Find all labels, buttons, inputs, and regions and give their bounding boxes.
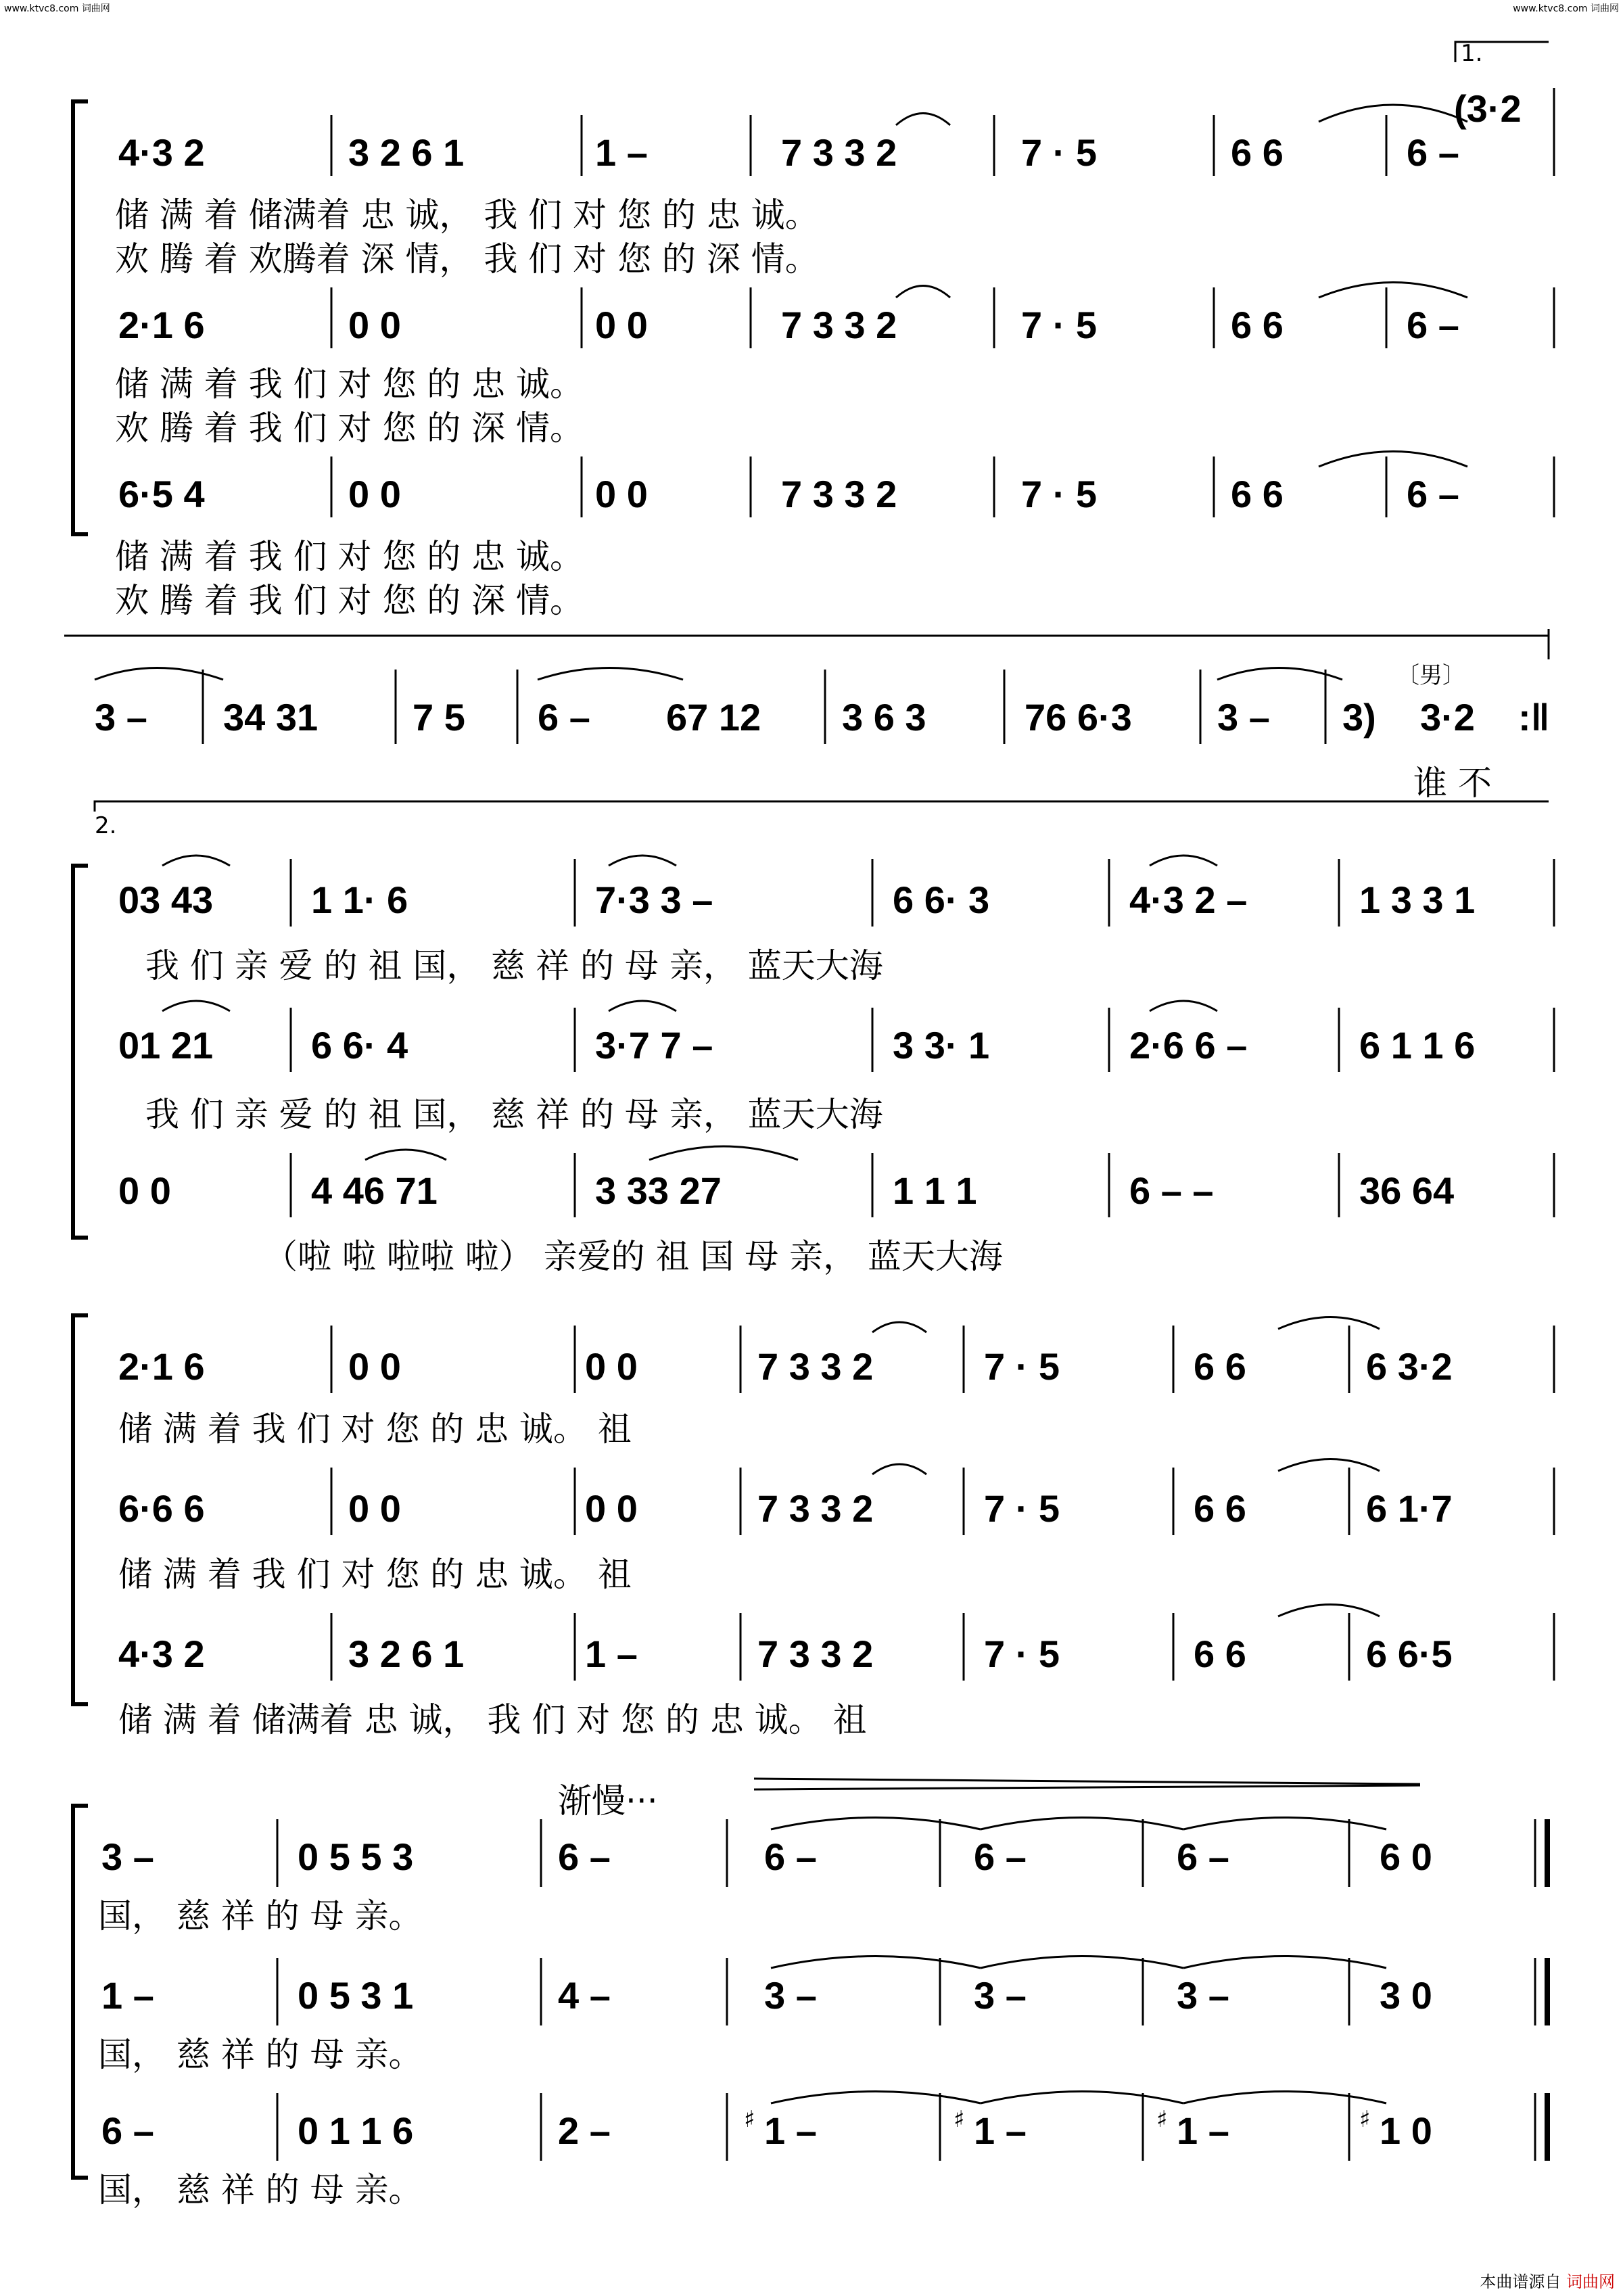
s4v1-measure-7: 6 3·2: [1366, 1345, 1453, 1388]
header-right-site: 词曲网: [1591, 3, 1619, 14]
s4v3-measure-5: 7 · 5: [984, 1633, 1060, 1675]
s1v3-measure-1: 6·5 4: [118, 473, 205, 515]
s3v1-measure-2: 1 1· 6: [311, 878, 408, 921]
s1v3-measure-7: 6 –: [1407, 473, 1459, 515]
s4v3-measure-2: 3 2 6 1: [348, 1633, 465, 1675]
s3v2-measure-4: 3 3· 1: [893, 1024, 990, 1067]
footer-site-link[interactable]: 词曲网: [1566, 2272, 1615, 2291]
system-1-voice-1: [115, 87, 1522, 279]
s5v2-lyric: 国， 慈 祥 的 母 亲。: [98, 2035, 423, 2074]
s4v3-measure-3: 1 –: [585, 1633, 638, 1675]
s3v3-measure-5: 6 – –: [1129, 1169, 1214, 1212]
s2-measure-7: 76 6·3: [1025, 696, 1132, 739]
s1v1-measure-7: 6 –: [1407, 131, 1459, 174]
system-2: [64, 629, 1550, 803]
s5v3-measure-2: 0 1 1 6: [298, 2109, 414, 2152]
s5v3-measure-1: 6 –: [101, 2109, 154, 2152]
s1v1-measure-1: 4·3 2: [118, 131, 205, 174]
s3v1-measure-3: 7·3 3 –: [595, 878, 713, 921]
s3v1-measure-4: 6 6· 3: [893, 878, 990, 921]
s1v2-lyric-verse-2: 欢 腾 着 我 们 对 您 的 深 情。: [115, 408, 584, 448]
s2-measure-9: 3): [1342, 696, 1376, 739]
s5v2-measure-1: 1 –: [101, 1974, 154, 2017]
s3v3-measure-6: 36 64: [1359, 1169, 1455, 1212]
s4v3-measure-6: 6 6: [1194, 1633, 1246, 1675]
volta-1-label: 1.: [1461, 40, 1483, 67]
s5v1-measure-3: 6 –: [558, 1835, 611, 1878]
s3v2-measure-5: 2·6 6 –: [1129, 1024, 1248, 1067]
system-4-bracket: [73, 1315, 88, 1704]
s4v2-measure-5: 7 · 5: [984, 1487, 1060, 1530]
s4v1-measure-1: 2·1 6: [118, 1345, 205, 1388]
s4v2-measure-6: 6 6: [1194, 1487, 1246, 1530]
s5v3-measure-6: 1 –: [1177, 2109, 1229, 2152]
system-1-slurs: [896, 105, 1467, 467]
s1v1-lyric-verse-2: 欢 腾 着 欢腾着 深 情， 我 们 对 您 的 深 情。: [115, 239, 819, 279]
system-5-bracket: [73, 1806, 88, 2178]
s4v3-lyric: 储 满 着 储满着 忠 诚， 我 们 对 您 的 忠 诚。 祖: [118, 1700, 867, 1739]
s3v1-measure-5: 4·3 2 –: [1129, 878, 1248, 921]
s3v1-lyric: 我 们 亲 爱 的 祖 国， 慈 祥 的 母 亲， 蓝天大海: [145, 946, 883, 985]
s4v1-lyric: 储 满 着 我 们 对 您 的 忠 诚。 祖: [118, 1409, 632, 1449]
s5v1-measure-5: 6 –: [974, 1835, 1027, 1878]
s5v3-lyric: 国， 慈 祥 的 母 亲。: [98, 2170, 423, 2209]
s1v3-measure-6: 6 6: [1231, 473, 1284, 515]
s1v1-measure-2: 3 2 6 1: [348, 131, 465, 174]
s5v3-measure-5: 1 –: [974, 2109, 1027, 2152]
s1v2-lyric-verse-1: 储 满 着 我 们 对 您 的 忠 诚。: [115, 365, 584, 404]
s5v1-measure-7: 6 0: [1380, 1835, 1432, 1878]
s2-pickup: 3·2: [1420, 696, 1475, 739]
header-left-url: www.ktvc8.com: [4, 3, 79, 14]
s5v2-measure-6: 3 –: [1177, 1974, 1229, 2017]
s1v2-measure-3: 0 0: [595, 304, 648, 346]
s1v2-measure-4: 7 3 3 2: [781, 304, 897, 346]
s2-measure-8: 3 –: [1217, 696, 1270, 739]
s5v1-measure-6: 6 –: [1177, 1835, 1229, 1878]
sharp-sign-3: ♯: [1156, 2106, 1168, 2133]
s1v1-measure-6: 6 6: [1231, 131, 1284, 174]
s2-measure-4: 6 –: [538, 696, 590, 739]
s4v3-measure-4: 7 3 3 2: [757, 1633, 874, 1675]
repeat-sign: :‖: [1518, 696, 1550, 739]
s4v2-lyric: 储 满 着 我 们 对 您 的 忠 诚。 祖: [118, 1555, 632, 1594]
s3v2-measure-3: 3·7 7 –: [595, 1024, 713, 1067]
s1v3-measure-4: 7 3 3 2: [781, 473, 897, 515]
footer-source: [1480, 2268, 1615, 2292]
s1v3-lyric-verse-1: 储 满 着 我 们 对 您 的 忠 诚。: [115, 537, 584, 576]
final-double-barlines: [1535, 1819, 1547, 2161]
s4v2-measure-4: 7 3 3 2: [757, 1487, 874, 1530]
male-part-label: 〔男〕: [1396, 662, 1465, 689]
s4v1-measure-6: 6 6: [1194, 1345, 1246, 1388]
s5v1-measure-1: 3 –: [101, 1835, 154, 1878]
s4v2-measure-3: 0 0: [585, 1487, 638, 1530]
decrescendo-hairpin: [754, 1779, 1420, 1789]
s5v2-measure-5: 3 –: [974, 1974, 1027, 2017]
s1v3-measure-3: 0 0: [595, 473, 648, 515]
s1v1-measure-4: 7 3 3 2: [781, 131, 897, 174]
s4v2-measure-1: 6·6 6: [118, 1487, 205, 1530]
s1v1-pickup: (3·2: [1454, 87, 1522, 130]
s4v1-measure-5: 7 · 5: [984, 1345, 1060, 1388]
s3v3-measure-4: 1 1 1: [893, 1169, 977, 1212]
s5v2-measure-2: 0 5 3 1: [298, 1974, 414, 2017]
s4v3-measure-1: 4·3 2: [118, 1633, 205, 1675]
system-4-slurs: [872, 1317, 1380, 1617]
s3v2-measure-6: 6 1 1 6: [1359, 1024, 1476, 1067]
s1v2-measure-5: 7 · 5: [1021, 304, 1098, 346]
system-2-barlines: [203, 670, 1325, 744]
s1v3-lyric-verse-2: 欢 腾 着 我 们 对 您 的 深 情。: [115, 581, 584, 620]
s4v1-measure-4: 7 3 3 2: [757, 1345, 874, 1388]
s1v1-measure-3: 1 –: [595, 131, 648, 174]
sharp-sign-4: ♯: [1359, 2106, 1371, 2133]
s3v3-lyric: （啦 啦 啦啦 啦） 亲爱的 祖 国 母 亲， 蓝天大海: [264, 1237, 1004, 1276]
s3v3-measure-2: 4 46 71: [311, 1169, 438, 1212]
system-3-bracket: [73, 866, 88, 1238]
s5v3-measure-4: 1 –: [764, 2109, 817, 2152]
s1v1-lyric-verse-1: 储 满 着 储满着 忠 诚， 我 们 对 您 的 忠 诚。: [115, 195, 819, 235]
s3v1-measure-1: 03 43: [118, 878, 214, 921]
s1v2-measure-2: 0 0: [348, 304, 401, 346]
s2-measure-2: 34 31: [223, 696, 319, 739]
s3v2-measure-2: 6 6· 4: [311, 1024, 408, 1067]
sharp-sign-2: ♯: [954, 2106, 965, 2133]
s2-lyric: 谁 不: [1413, 764, 1492, 803]
s5v2-measure-4: 3 –: [764, 1974, 817, 2017]
s5v3-measure-7: 1 0: [1380, 2109, 1432, 2152]
s4v1-measure-3: 0 0: [585, 1345, 638, 1388]
s1v1-measure-5: 7 · 5: [1021, 131, 1098, 174]
s1v2-measure-7: 6 –: [1407, 304, 1459, 346]
tempo-marking: 渐慢···: [558, 1781, 658, 1821]
s1v3-measure-5: 7 · 5: [1021, 473, 1098, 515]
s5v1-lyric: 国， 慈 祥 的 母 亲。: [98, 1896, 423, 1936]
s2-measure-3: 7 5: [413, 696, 465, 739]
system-1-voice-2: [115, 304, 1459, 448]
s3v2-lyric: 我 们 亲 爱 的 祖 国， 慈 祥 的 母 亲， 蓝天大海: [145, 1095, 883, 1134]
system-3: [73, 801, 1554, 1276]
system-4: [73, 1315, 1554, 1739]
s2-measure-1: 3 –: [95, 696, 147, 739]
system-1-voice-3: [115, 473, 1459, 620]
s1v2-measure-1: 2·1 6: [118, 304, 205, 346]
s3v3-measure-3: 3 33 27: [595, 1169, 722, 1212]
s4v2-measure-2: 0 0: [348, 1487, 401, 1530]
system-1-bracket: [73, 101, 88, 534]
s3v1-measure-6: 1 3 3 1: [1359, 878, 1476, 921]
s3v2-measure-1: 01 21: [118, 1024, 214, 1067]
header-right-url: www.ktvc8.com: [1513, 3, 1588, 14]
s5v3-measure-3: 2 –: [558, 2109, 611, 2152]
header-left-site: 词曲网: [81, 3, 110, 14]
s2-measure-5: 67 12: [666, 696, 761, 739]
s4v1-measure-2: 0 0: [348, 1345, 401, 1388]
volta-2-line: [95, 801, 1549, 812]
s1v3-measure-2: 0 0: [348, 473, 401, 515]
s1v2-measure-6: 6 6: [1231, 304, 1284, 346]
volta-2-label: 2.: [95, 812, 117, 839]
sharp-sign-1: ♯: [744, 2106, 755, 2133]
s5v2-measure-3: 4 –: [558, 1974, 611, 2017]
system-1: [73, 40, 1554, 620]
s5v2-measure-7: 3 0: [1380, 1974, 1432, 2017]
system-2-slurs: [95, 668, 1342, 680]
s4v2-measure-7: 6 1·7: [1366, 1487, 1453, 1530]
system-5-ties: [771, 1818, 1386, 2104]
s3v3-measure-1: 0 0: [118, 1169, 171, 1212]
s4v3-measure-7: 6 6·5: [1366, 1633, 1453, 1675]
s5v1-measure-2: 0 5 5 3: [298, 1835, 414, 1878]
s2-measure-6: 3 6 3: [842, 696, 926, 739]
footer-text: 本曲谱源自: [1480, 2272, 1561, 2291]
s5v1-measure-4: 6 –: [764, 1835, 817, 1878]
system-5: [73, 1779, 1547, 2209]
